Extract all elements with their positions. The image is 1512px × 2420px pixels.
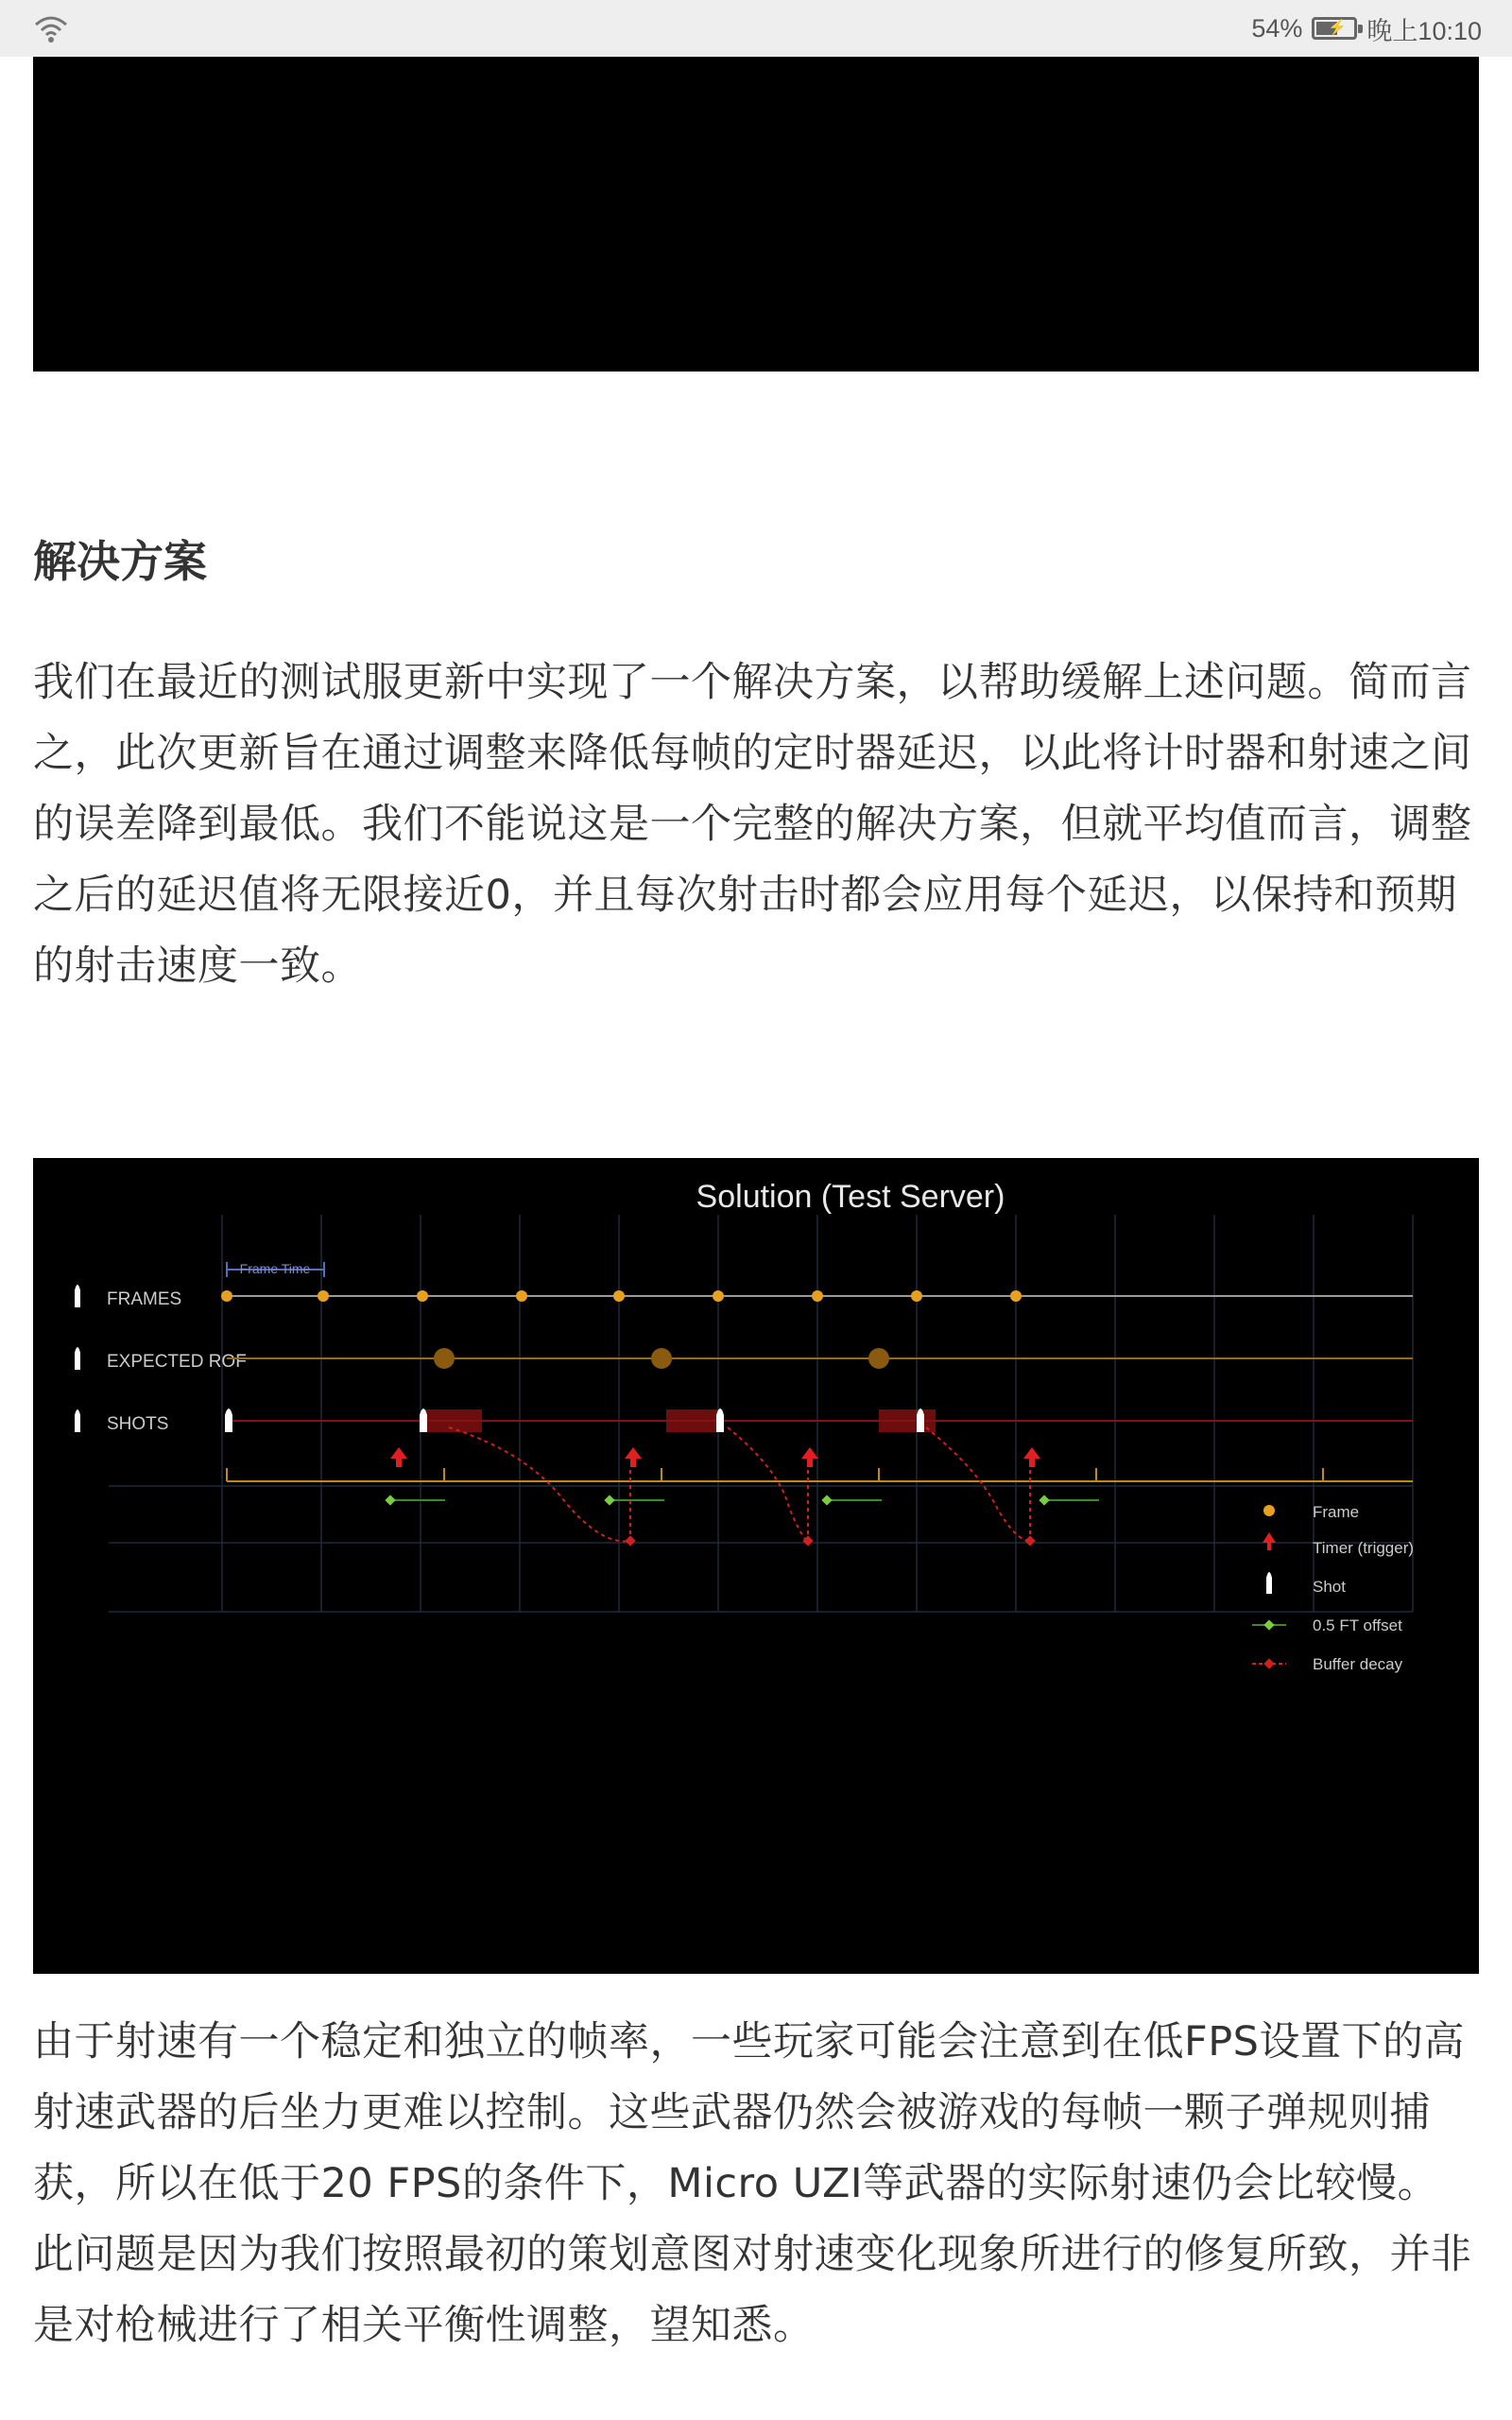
- row-label-shots: SHOTS: [107, 1414, 169, 1434]
- wifi-icon: [34, 13, 68, 43]
- legend-frame-icon: [1263, 1505, 1275, 1516]
- buffer-dots: [625, 1535, 1035, 1546]
- battery-icon: ⚡: [1312, 17, 1357, 40]
- row-expected-rof: [75, 1347, 1413, 1372]
- clock: 晚上10:10: [1366, 16, 1482, 45]
- bullet-icon: [75, 1285, 80, 1307]
- frame-time-bracket: [227, 1261, 324, 1277]
- legend-timer: Timer (trigger): [1313, 1539, 1415, 1557]
- section-heading: 解决方案: [33, 536, 207, 587]
- bullet-icon: [75, 1409, 80, 1432]
- row-shots: [75, 1409, 1413, 1434]
- legend-buffer: Buffer decay: [1313, 1655, 1403, 1673]
- row-label-expected-rof: EXPECTED ROF: [107, 1352, 247, 1372]
- buffer-decay: [449, 1427, 1030, 1541]
- diagram-legend: [1252, 1503, 1414, 1673]
- timer-row: [227, 1447, 1413, 1481]
- legend-timer-icon: [1263, 1532, 1276, 1550]
- paragraph-fps-note: 由于射速有一个稳定和独立的帧率，一些玩家可能会注意到在低FPS设置下的高射速武器的后坐力更难以控制。这些武器仍然会被游戏的每帧一颗子弹规则捕获，所以在低于20 FPS的条件下，Micro UZI等武器的实际射速仍会比较慢。此问题是因为我们按照最初的策划意图对射速变化现象所进行的修复所致，并非是对枪械进行了相关平衡性调整，望知悉。: [33, 2018, 1472, 2349]
- bullet-icon: [75, 1347, 80, 1370]
- row-frames: [75, 1285, 1413, 1309]
- frame-time-label: Frame Time: [239, 1261, 311, 1276]
- battery-percent: 54%: [1251, 13, 1303, 43]
- legend-buffer-icon: [1263, 1658, 1274, 1668]
- legend-frame: Frame: [1313, 1503, 1360, 1521]
- solution-diagram: [33, 1158, 1479, 1974]
- diagram-title: Solution (Test Server): [696, 1179, 1005, 1215]
- legend-shot-icon: [1266, 1572, 1272, 1594]
- legend-offset-icon: [1263, 1619, 1274, 1630]
- timer-arrows: [390, 1447, 1040, 1467]
- row-label-frames: FRAMES: [107, 1289, 182, 1309]
- legend-shot: Shot: [1313, 1578, 1346, 1596]
- status-bar: [0, 0, 1512, 57]
- status-right: [1251, 0, 1482, 57]
- video-player[interactable]: [33, 57, 1479, 372]
- paragraph-solution: 我们在最近的测试服更新中实现了一个解决方案，以帮助缓解上述问题。简而言之，此次更新旨在通过调整来降低每帧的定时器延迟，以此将计时器和射速之间的误差降到最低。我们不能说这是一个完整的解决方案，但就平均值而言，调整之后的延迟值将无限接近0，并且每次射击时都会应用每个延迟，以保持和预期的射击速度一致。: [33, 659, 1472, 990]
- legend-offset: 0.5 FT offset: [1313, 1616, 1402, 1634]
- diagram-svg: [33, 1158, 1479, 1974]
